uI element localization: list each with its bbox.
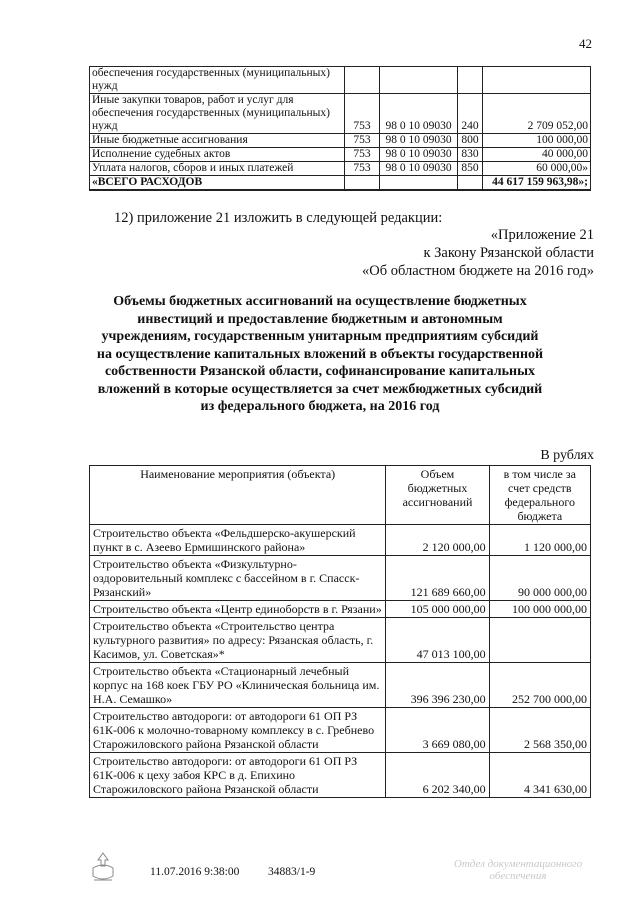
project-row — [90, 708, 591, 753]
project-row — [90, 663, 591, 708]
project-total: 396 396 230,00 — [386, 663, 489, 708]
annex-line-3: «Об областном бюджете на 2016 год» — [362, 263, 594, 279]
expense-row — [90, 67, 591, 94]
footer-document-id: 34883/1-9 — [268, 866, 316, 878]
expense-table — [89, 66, 591, 191]
page-number: 42 — [579, 36, 592, 51]
project-federal: 1 120 000,00 — [489, 525, 590, 556]
expense-amount: 100 000,00 — [483, 134, 591, 148]
office-stamp — [448, 858, 588, 882]
annex-reference — [362, 226, 594, 280]
expense-code: 753 — [345, 148, 380, 162]
expense-type: 850 — [458, 162, 483, 176]
projects-table — [89, 465, 591, 798]
project-name: Строительство объекта «Строительство центра культурного развития» по адресу: Рязанская область, г. Касимов, ул. Советская»* — [90, 618, 386, 663]
expense-total-row — [90, 176, 591, 191]
project-federal — [489, 618, 590, 663]
expense-name: Исполнение судебных актов — [90, 148, 345, 162]
empty-cell — [345, 176, 380, 191]
project-name: Строительство объекта «Стационарный лечебный корпус на 168 коек ГБУ РО «Клиническая больница им. Н.А. Семашко» — [90, 663, 386, 708]
project-row — [90, 556, 591, 601]
expense-row — [90, 94, 591, 134]
expense-amount: 2 709 052,00 — [483, 94, 591, 134]
project-row — [90, 601, 591, 618]
project-federal: 2 568 350,00 — [489, 708, 590, 753]
annex-line-2: к Закону Рязанской области — [423, 245, 594, 261]
project-federal: 90 000 000,00 — [489, 556, 590, 601]
empty-cell — [458, 176, 483, 191]
expense-code: 753 — [345, 134, 380, 148]
expense-classification — [380, 67, 458, 94]
annex-line-1: «Приложение 21 — [490, 227, 594, 243]
units-label: В рублях — [540, 448, 594, 463]
expense-classification: 98 0 10 09030 — [380, 94, 458, 134]
expense-code: 753 — [345, 162, 380, 176]
project-name: Строительство объекта «Фельдшерско-акушерский пункт в с. Азеево Ермишинского района» — [90, 525, 386, 556]
project-total: 121 689 660,00 — [386, 556, 489, 601]
project-federal: 100 000 000,00 — [489, 601, 590, 618]
project-name: Строительство автодороги: от автодороги 61 ОП РЗ 61К-006 к молочно-товарному комплексу в с. Гребнево Старожиловского района Рязанской области — [90, 708, 386, 753]
footer-datetime: 11.07.2016 9:38:00 — [150, 866, 240, 878]
project-name: Строительство объекта «Физкультурно-оздоровительный комплекс с бассейном в г. Спасск-Рязанский» — [90, 556, 386, 601]
header-total: Объем бюджетных ассигнований — [386, 466, 489, 525]
projects-table-header — [90, 466, 591, 525]
expense-amount: 40 000,00 — [483, 148, 591, 162]
expense-name: обеспечения государственных (муниципальных) нужд — [90, 67, 345, 94]
expense-row — [90, 148, 591, 162]
stamp-line-1: Отдел документационного — [453, 858, 583, 870]
empty-cell — [380, 176, 458, 191]
expense-amount: 60 000,00» — [483, 162, 591, 176]
expense-row — [90, 162, 591, 176]
expense-code: 753 — [345, 94, 380, 134]
expense-type — [458, 67, 483, 94]
stamp-line-2: обеспечения — [489, 870, 547, 882]
expense-classification: 98 0 10 09030 — [380, 148, 458, 162]
emblem-icon — [88, 850, 118, 884]
project-total: 6 202 340,00 — [386, 753, 489, 798]
expense-type: 800 — [458, 134, 483, 148]
expense-type: 240 — [458, 94, 483, 134]
project-row — [90, 618, 591, 663]
header-name: Наименование мероприятия (объекта) — [90, 466, 386, 525]
project-name: Строительство объекта «Центр единоборств в г. Рязани» — [90, 601, 386, 618]
project-federal: 4 341 630,00 — [489, 753, 590, 798]
expense-classification: 98 0 10 09030 — [380, 162, 458, 176]
expense-name: Иные бюджетные ассигнования — [90, 134, 345, 148]
project-total: 47 013 100,00 — [386, 618, 489, 663]
project-total: 105 000 000,00 — [386, 601, 489, 618]
expense-name: Иные закупки товаров, работ и услуг для обеспечения государственных (муниципальных) нужд — [90, 94, 345, 134]
expense-classification: 98 0 10 09030 — [380, 134, 458, 148]
total-label: «ВСЕГО РАСХОДОВ — [90, 176, 345, 191]
expense-code — [345, 67, 380, 94]
expense-row — [90, 134, 591, 148]
expense-name: Уплата налогов, сборов и иных платежей — [90, 162, 345, 176]
project-name: Строительство автодороги: от автодороги 61 ОП РЗ 61К-006 к цеху забоя КРС в д. Епихино Старожиловского района Рязанской области — [90, 753, 386, 798]
amendment-text: 12) приложение 21 изложить в следующей редакции: — [114, 210, 443, 226]
project-total: 3 669 080,00 — [386, 708, 489, 753]
project-federal: 252 700 000,00 — [489, 663, 590, 708]
expense-amount — [483, 67, 591, 94]
header-federal: в том числе за счет средств федерального бюджета — [489, 466, 590, 525]
expense-type: 830 — [458, 148, 483, 162]
project-row — [90, 525, 591, 556]
project-total: 2 120 000,00 — [386, 525, 489, 556]
document-title: Объемы бюджетных ассигнований на осуществление бюджетных инвестиций и предоставление бюджетным и автономным учреждениям, государственным унитарным предприятиям субсидий на осуществление капитальных вложений в объекты государственной собственности Рязанской области, софинансирование капитальных вложений в которые осуществляется за счет межбюджетных субсидий из федерального бюджета, на 2016 год — [96, 294, 544, 414]
project-row — [90, 753, 591, 798]
total-amount: 44 617 159 963,98»; — [483, 176, 591, 191]
